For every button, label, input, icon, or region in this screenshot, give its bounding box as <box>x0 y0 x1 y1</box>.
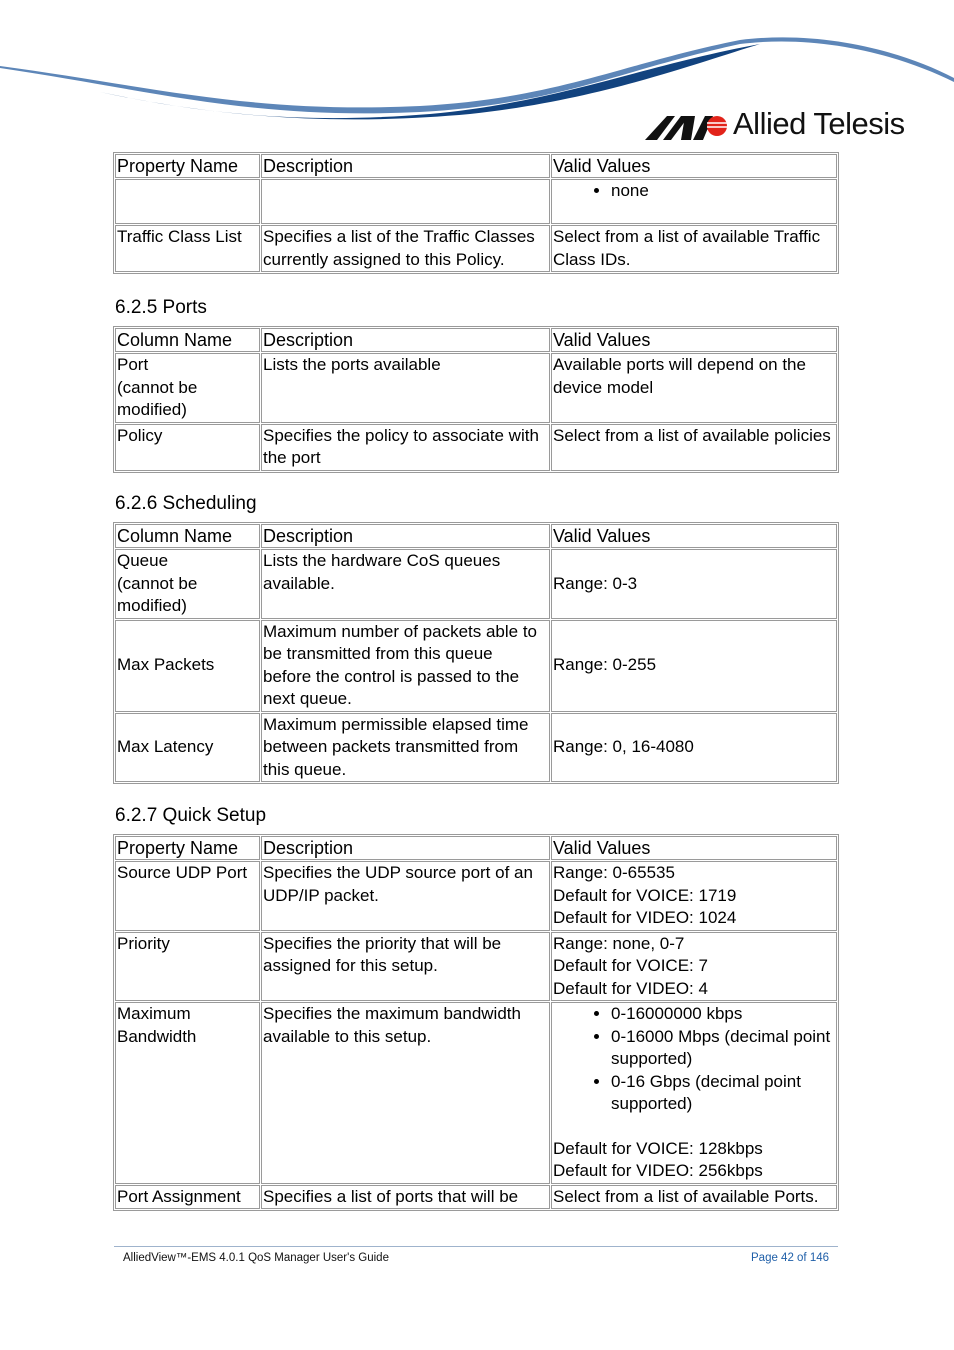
text-line: Default for VOICE: 7 <box>553 956 708 975</box>
footer-document-title: AlliedView™-EMS 4.0.1 QoS Manager User's Guide <box>123 1252 389 1264</box>
scheduling-table <box>113 522 839 784</box>
text-line: Priority <box>117 933 170 953</box>
text-line: before the control is passed to the <box>263 666 520 686</box>
text-line: Default for VIDEO: 1024 <box>553 908 737 927</box>
section-heading-quick-setup: 6.2.7 Quick Setup <box>115 805 267 826</box>
section-heading-scheduling: 6.2.6 Scheduling <box>115 493 257 514</box>
header-cell: Property Name <box>115 154 260 178</box>
property-name-cell: Traffic Class List <box>115 225 260 272</box>
empty-cell <box>261 179 550 224</box>
header-cell: Valid Values <box>551 328 837 352</box>
text-line: Port <box>117 355 149 374</box>
valid-values-cell: Range: 0-3 <box>551 549 837 619</box>
text-line: modified) <box>117 400 187 419</box>
valid-values-cell <box>551 1185 837 1210</box>
text-line: Specifies the policy to associate with <box>263 425 539 445</box>
header-cell: Column Name <box>115 524 260 548</box>
policy-properties-table <box>113 152 839 274</box>
header-cell: Property Name <box>115 836 260 860</box>
text-line: Available ports will depend on the <box>553 355 806 374</box>
valid-values-cell <box>551 353 837 423</box>
text-line: Specifies the maximum bandwidth <box>263 1004 521 1023</box>
text-line: • 0-16000000 kbps <box>611 1004 743 1023</box>
text-line: Specifies a list of the Traffic Classes <box>263 227 535 246</box>
header-cell: Description <box>261 836 550 860</box>
text-line: Default for VOICE: 128kbps <box>553 1138 763 1158</box>
text-line: this queue. <box>263 759 347 779</box>
description-cell <box>261 713 550 783</box>
section-heading-ports: 6.2.5 Ports <box>115 297 207 318</box>
text-line: Policy <box>117 425 163 445</box>
text-line: (cannot be <box>117 573 198 593</box>
text-line: • 0-16 Gbps (decimal point <box>611 1071 801 1091</box>
text-line: assigned for this setup. <box>263 956 438 975</box>
valid-values-cell <box>551 179 837 224</box>
footer-divider <box>114 1246 838 1247</box>
header-cell: Valid Values <box>551 524 837 548</box>
text-line: Select from a list of available Traffic <box>553 227 821 246</box>
allied-telesis-logo <box>645 108 905 148</box>
property-name-cell <box>115 1185 260 1210</box>
ports-table <box>113 326 839 473</box>
description-cell <box>261 424 550 471</box>
bullet-item <box>611 1003 835 1026</box>
column-name-cell: Max Packets <box>115 620 260 712</box>
text-line: currently assigned to this Policy. <box>263 249 505 269</box>
valid-values-cell <box>551 932 837 1002</box>
column-name-cell <box>115 353 260 423</box>
header-cell: Valid Values <box>551 154 837 178</box>
text-line: Class IDs. <box>553 249 631 269</box>
empty-cell <box>115 179 260 224</box>
text-line: Specifies the priority that will be <box>263 933 502 953</box>
valid-values-cell <box>551 861 837 931</box>
header-cell: Column Name <box>115 328 260 352</box>
description-cell <box>261 1185 550 1210</box>
header-cell: Description <box>261 524 550 548</box>
text-line: supported) <box>611 1094 693 1113</box>
valid-values-cell: Range: 0, 16-4080 <box>551 713 837 783</box>
brand-name: Allied Telesis <box>733 106 905 141</box>
valid-values-cell <box>551 424 837 471</box>
header-cell: Description <box>261 154 550 178</box>
footer-page-number: Page 42 of 146 <box>751 1252 830 1264</box>
bullet-item <box>611 1026 835 1071</box>
text-line: device model <box>553 377 654 397</box>
description-cell <box>261 861 550 931</box>
text-line: Queue <box>117 551 169 570</box>
text-line: Maximum permissible elapsed time <box>263 714 529 734</box>
text-line: Specifies the UDP source port of an <box>263 863 533 882</box>
text-line: available to this setup. <box>263 1026 432 1046</box>
bullet-item <box>611 1071 835 1116</box>
description-cell <box>261 1002 550 1184</box>
valid-values-cell <box>551 225 837 272</box>
text-line: Default for VOICE: 1719 <box>553 885 737 905</box>
text-line: Port Assignment <box>117 1186 241 1206</box>
column-name-cell <box>115 549 260 619</box>
text-line: Default for VIDEO: 256kbps <box>553 1161 763 1180</box>
text-line: Default for VIDEO: 4 <box>553 978 708 998</box>
text-line: Select from a list of available policies <box>553 425 831 445</box>
valid-values-cell: Range: 0-255 <box>551 620 837 712</box>
text-line: Specifies a list of ports that will be <box>263 1186 519 1206</box>
description-cell <box>261 549 550 619</box>
text-line: Select from a list of available Ports. <box>553 1186 819 1206</box>
header-cell: Valid Values <box>551 836 837 860</box>
text-line: supported) <box>611 1049 693 1068</box>
allied-telesis-mark-icon <box>645 112 729 144</box>
column-name-cell <box>115 424 260 471</box>
text-line: Range: none, 0-7 <box>553 933 685 953</box>
text-line: Maximum <box>117 1004 191 1023</box>
text-line: next queue. <box>263 689 352 708</box>
text-line: modified) <box>117 596 187 615</box>
property-name-cell <box>115 861 260 931</box>
header-cell: Description <box>261 328 550 352</box>
text-line: be transmitted from this queue <box>263 644 493 663</box>
description-cell <box>261 932 550 1002</box>
text-line: Lists the hardware CoS queues <box>263 551 501 570</box>
text-line: (cannot be <box>117 377 198 397</box>
text-line: Range: 0-65535 <box>553 863 675 882</box>
quick-setup-table <box>113 834 839 1211</box>
description-cell <box>261 225 550 272</box>
text-line: • 0-16000 Mbps (decimal point <box>611 1026 831 1046</box>
valid-values-cell <box>551 1002 837 1184</box>
text-line: Lists the ports available <box>263 355 441 374</box>
text-line: the port <box>263 448 321 467</box>
text-line: between packets transmitted from <box>263 737 519 756</box>
property-name-cell <box>115 1002 260 1184</box>
description-cell <box>261 620 550 712</box>
text-line: Bandwidth <box>117 1026 197 1046</box>
description-cell <box>261 353 550 423</box>
property-name-cell <box>115 932 260 1002</box>
text-line: UDP/IP packet. <box>263 885 379 905</box>
bullet-item: • none <box>611 180 835 203</box>
text-line: Source UDP Port <box>117 863 248 882</box>
text-line: Maximum number of packets able to <box>263 621 538 641</box>
text-line: available. <box>263 573 335 593</box>
column-name-cell: Max Latency <box>115 713 260 783</box>
